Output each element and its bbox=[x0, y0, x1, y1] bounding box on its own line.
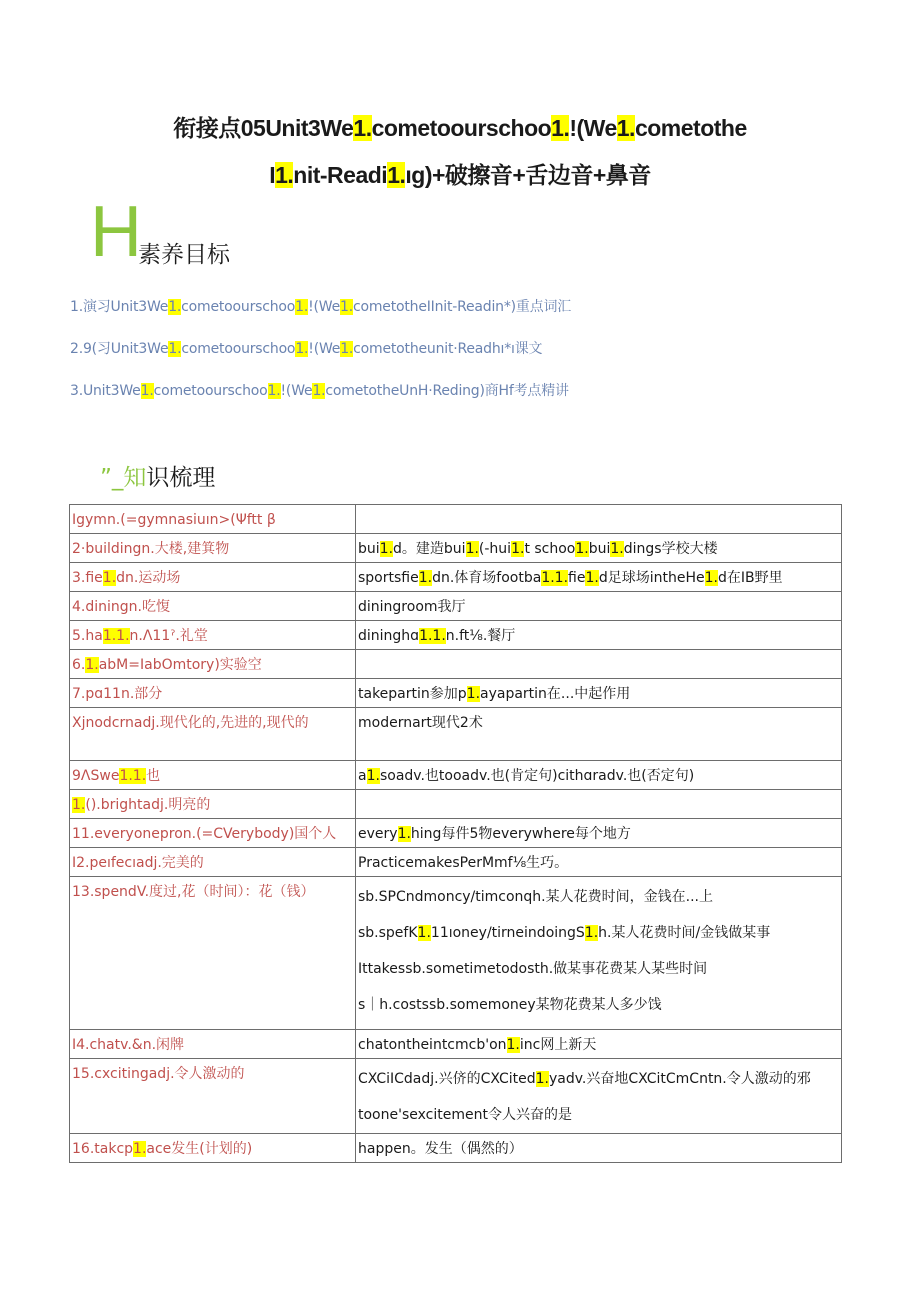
usage-text: t schoo bbox=[524, 541, 576, 557]
highlight-mark: 1. bbox=[116, 628, 130, 644]
term-text: 4.diningn.吃愎 bbox=[72, 599, 170, 615]
usage-text: fie bbox=[568, 570, 586, 586]
vocab-usage bbox=[356, 761, 842, 790]
table-row bbox=[70, 1059, 842, 1134]
goal-text: cometotheUnH·Reding)商Hf考点精讲 bbox=[325, 383, 569, 399]
usage-text: dings学校大楼 bbox=[623, 541, 718, 557]
title-text: nit-Readi bbox=[293, 162, 388, 188]
usage-text: modernart现代2术 bbox=[358, 715, 483, 731]
table-row bbox=[70, 877, 842, 1030]
highlight-mark: 1. bbox=[387, 162, 406, 188]
knowledge-heading-text: 识梳理 bbox=[146, 465, 216, 491]
usage-text: s｜h.costssb.somemoney某物花费某人多少饯 bbox=[358, 997, 662, 1013]
usage-text: d在IB野里 bbox=[717, 570, 783, 586]
highlight-mark: 1. bbox=[132, 768, 147, 784]
usage-line bbox=[358, 599, 466, 615]
highlight-mark: 1. bbox=[72, 797, 86, 813]
vocab-usage bbox=[356, 848, 842, 877]
table-row bbox=[70, 592, 842, 621]
usage-text: h.某人花费时间/金钱做某事 bbox=[598, 925, 771, 941]
usage-text: a bbox=[358, 768, 367, 784]
usage-line bbox=[358, 768, 694, 784]
vocab-term bbox=[70, 819, 356, 848]
highlight-mark: 1. bbox=[466, 686, 481, 702]
title-text: cometothe bbox=[634, 115, 747, 141]
goal-text: !(We bbox=[308, 299, 341, 315]
vocab-usage bbox=[356, 877, 842, 1030]
table-row bbox=[70, 563, 842, 592]
vocab-usage bbox=[356, 790, 842, 819]
table-row bbox=[70, 534, 842, 563]
table-row bbox=[70, 621, 842, 650]
goal-text: cometoourschoo bbox=[181, 299, 296, 315]
term-text: abM=IabOmtory)实验空 bbox=[98, 657, 262, 673]
usage-line bbox=[358, 987, 837, 1023]
term-text: n.Λ11ˀ.礼堂 bbox=[129, 628, 208, 644]
usage-line bbox=[358, 541, 718, 557]
highlight-mark: 1. bbox=[353, 115, 372, 141]
usage-text: d。建造bui bbox=[393, 541, 466, 557]
highlight-mark: 1. bbox=[340, 299, 353, 315]
usage-text: CXCiICdadj.兴侪的CXCited bbox=[358, 1071, 536, 1087]
term-text: 16.takcp bbox=[72, 1141, 134, 1157]
vocab-term bbox=[70, 708, 356, 761]
table-row bbox=[70, 1030, 842, 1059]
usage-line bbox=[358, 715, 483, 731]
goal-text: 2.9(习Unit3We bbox=[70, 341, 169, 357]
vocab-usage bbox=[356, 1134, 842, 1163]
highlight-mark: 1. bbox=[366, 768, 380, 784]
usage-line bbox=[358, 570, 783, 586]
vocab-usage bbox=[356, 621, 842, 650]
usage-text: d足球场intheHe bbox=[598, 570, 705, 586]
term-text: 9ΛSwe bbox=[72, 768, 120, 784]
highlight-mark: 1. bbox=[506, 1037, 520, 1053]
highlight-mark: 1. bbox=[102, 628, 117, 644]
highlight-mark: 1. bbox=[575, 541, 589, 557]
vocabulary-table bbox=[69, 504, 842, 1163]
vocab-usage bbox=[356, 534, 842, 563]
highlight-mark: 1. bbox=[312, 383, 326, 399]
term-text: 15.cxcitingadj.令人激动的 bbox=[72, 1066, 245, 1082]
vocab-term bbox=[70, 592, 356, 621]
goal-item-2 bbox=[70, 338, 542, 358]
term-text: I2.peıfecıadj.完美的 bbox=[72, 855, 204, 871]
table-row bbox=[70, 819, 842, 848]
highlight-mark: 1. bbox=[168, 341, 182, 357]
highlight-mark: 1. bbox=[616, 115, 635, 141]
usage-text: every bbox=[358, 826, 398, 842]
usage-text: happen。发生（偶然的） bbox=[358, 1141, 523, 1157]
highlight-mark: 1. bbox=[133, 1141, 147, 1157]
highlight-mark: 1. bbox=[465, 541, 479, 557]
term-text: ().brightadj.明亮的 bbox=[85, 797, 211, 813]
goal-text: cometoourschoo bbox=[181, 341, 296, 357]
knowledge-mark: ”_ bbox=[100, 465, 124, 491]
vocab-term bbox=[70, 1030, 356, 1059]
highlight-mark: 1. bbox=[102, 570, 117, 586]
vocab-usage bbox=[356, 505, 842, 534]
usage-text: chatontheintcmcb'on bbox=[358, 1037, 507, 1053]
goal-item-1 bbox=[70, 296, 571, 316]
usage-text: 11ıoney/tirneindoingS bbox=[430, 925, 585, 941]
usage-line bbox=[358, 879, 837, 915]
highlight-mark: 1. bbox=[295, 341, 309, 357]
vocab-usage bbox=[356, 708, 842, 761]
term-text: 6. bbox=[72, 657, 86, 673]
usage-line bbox=[358, 628, 515, 644]
usage-text: hing每件5物everywhere每个地方 bbox=[410, 826, 631, 842]
highlight-mark: 1. bbox=[585, 570, 599, 586]
section-badge: H bbox=[90, 192, 142, 272]
table-row bbox=[70, 1134, 842, 1163]
goal-item-3 bbox=[70, 380, 569, 400]
usage-text: dininghɑ bbox=[358, 628, 420, 644]
vocab-term bbox=[70, 563, 356, 592]
vocab-term bbox=[70, 790, 356, 819]
knowledge-heading bbox=[100, 459, 215, 492]
usage-line bbox=[358, 1061, 837, 1097]
goal-text: !(We bbox=[308, 341, 341, 357]
title-text: ıg)+破擦音+舌边音+鼻音 bbox=[405, 162, 651, 188]
usage-text: inc网上新天 bbox=[519, 1037, 597, 1053]
usage-line bbox=[358, 686, 630, 702]
vocab-term bbox=[70, 848, 356, 877]
highlight-mark: 1. bbox=[168, 299, 182, 315]
usage-text: PracticemakesPerMmf⅛生巧。 bbox=[358, 855, 569, 871]
highlight-mark: 1. bbox=[704, 570, 718, 586]
table-row bbox=[70, 505, 842, 534]
table-row bbox=[70, 761, 842, 790]
usage-text: toone'sexcitement令人兴奋的是 bbox=[358, 1107, 572, 1123]
highlight-mark: 1. bbox=[267, 383, 281, 399]
vocab-term bbox=[70, 679, 356, 708]
usage-line bbox=[358, 1037, 596, 1053]
usage-line bbox=[358, 826, 631, 842]
title-text: cometoourschoo bbox=[371, 115, 552, 141]
usage-line bbox=[358, 915, 837, 951]
term-text: ace发生(计划的) bbox=[146, 1141, 253, 1157]
vocab-usage bbox=[356, 592, 842, 621]
usage-text: soadv.也tooadv.也(肯定句)cithɑradv.也(否定句) bbox=[379, 768, 695, 784]
highlight-mark: 1. bbox=[140, 383, 154, 399]
goal-text: cometotheIInit-Readin*)重点词汇 bbox=[353, 299, 572, 315]
goal-text: !(We bbox=[280, 383, 313, 399]
vocab-term bbox=[70, 877, 356, 1030]
usage-line bbox=[358, 1141, 523, 1157]
usage-line bbox=[358, 855, 568, 871]
highlight-mark: 1. bbox=[541, 570, 555, 586]
goal-text: cometotheunit·Readhı*ı课文 bbox=[353, 341, 543, 357]
usage-text: sb.SPCndmoncy/timconqh.某人花费时间，金钱在...上 bbox=[358, 889, 713, 905]
vocab-term bbox=[70, 1134, 356, 1163]
usage-text: ayapartin在...中起作用 bbox=[480, 686, 631, 702]
usage-text: sb.spefK bbox=[358, 925, 418, 941]
table-row bbox=[70, 679, 842, 708]
usage-text: dn.体育场footba bbox=[432, 570, 542, 586]
goal-text: cometoourschoo bbox=[153, 383, 268, 399]
highlight-mark: 1. bbox=[119, 768, 133, 784]
title-text: !(We bbox=[569, 115, 617, 141]
highlight-mark: 1. bbox=[584, 925, 599, 941]
usage-text: sportsfie bbox=[358, 570, 419, 586]
goal-text: 1.演习Unit3We bbox=[70, 299, 169, 315]
vocab-usage bbox=[356, 563, 842, 592]
highlight-mark: 1. bbox=[295, 299, 309, 315]
term-text: 3.fie bbox=[72, 570, 103, 586]
vocab-usage bbox=[356, 1059, 842, 1134]
term-text: 7.pɑ11n.部分 bbox=[72, 686, 163, 702]
vocab-usage bbox=[356, 819, 842, 848]
usage-text: n.ft⅛.餐厅 bbox=[445, 628, 516, 644]
table-row bbox=[70, 848, 842, 877]
goals-heading: 素养目标 bbox=[138, 242, 230, 268]
table-row bbox=[70, 790, 842, 819]
vocab-usage bbox=[356, 650, 842, 679]
highlight-mark: 1. bbox=[554, 570, 569, 586]
highlight-mark: 1. bbox=[551, 115, 570, 141]
vocab-term bbox=[70, 650, 356, 679]
term-text: 2·buildingn.大楼,建箕物 bbox=[72, 541, 230, 557]
vocab-usage bbox=[356, 679, 842, 708]
vocab-usage bbox=[356, 1030, 842, 1059]
highlight-mark: 1. bbox=[535, 1071, 549, 1087]
term-text: Igymn.(=gymnasiuın>(Ψftt β bbox=[72, 512, 276, 528]
term-text: 13.spendV.度过,花（时间）：花（钱） bbox=[72, 884, 315, 900]
term-text: I4.chatv.&n.闲牌 bbox=[72, 1037, 185, 1053]
document-title-line-1 bbox=[0, 110, 920, 143]
vocab-term bbox=[70, 1059, 356, 1134]
usage-text: (-hui bbox=[478, 541, 512, 557]
document-title-line-2 bbox=[0, 157, 920, 190]
table-row bbox=[70, 650, 842, 679]
term-text: 11.everyonepron.(=CVerybody)国个人 bbox=[72, 826, 337, 842]
usage-line bbox=[358, 1097, 837, 1133]
term-text: dn.运动场 bbox=[116, 570, 181, 586]
highlight-mark: 1. bbox=[417, 925, 431, 941]
usage-text: Ittakessb.sometimetodosth.做某事花费某人某些时间 bbox=[358, 961, 708, 977]
term-text: Xjnodcrnadj.现代化的,先进的,现代的 bbox=[72, 715, 309, 731]
title-text: 衔接点05Unit3We bbox=[173, 115, 354, 141]
goal-text: 3.Unit3We bbox=[70, 383, 141, 399]
vocab-term bbox=[70, 761, 356, 790]
vocab-term bbox=[70, 621, 356, 650]
highlight-mark: 1. bbox=[275, 162, 294, 188]
vocab-term bbox=[70, 534, 356, 563]
highlight-mark: 1. bbox=[610, 541, 624, 557]
knowledge-heading-accent: 知 bbox=[123, 465, 147, 491]
term-text: 5.ha bbox=[72, 628, 103, 644]
usage-text: yadv.兴奋地CXCitCmCntn.令人激动的邪 bbox=[548, 1071, 811, 1087]
highlight-mark: 1. bbox=[418, 570, 433, 586]
highlight-mark: 1. bbox=[85, 657, 99, 673]
table-row bbox=[70, 708, 842, 761]
highlight-mark: 1. bbox=[419, 628, 433, 644]
highlight-mark: 1. bbox=[511, 541, 525, 557]
usage-line bbox=[358, 951, 837, 987]
usage-text: bui bbox=[358, 541, 380, 557]
highlight-mark: 1. bbox=[340, 341, 354, 357]
usage-text: bui bbox=[588, 541, 611, 557]
usage-text: takepartin参加p bbox=[358, 686, 467, 702]
highlight-mark: 1. bbox=[379, 541, 394, 557]
vocab-term bbox=[70, 505, 356, 534]
title-text: I bbox=[269, 162, 276, 188]
highlight-mark: 1. bbox=[432, 628, 446, 644]
term-text: 也 bbox=[146, 768, 161, 784]
usage-text: diningroom我厅 bbox=[358, 599, 466, 615]
highlight-mark: 1. bbox=[397, 826, 411, 842]
